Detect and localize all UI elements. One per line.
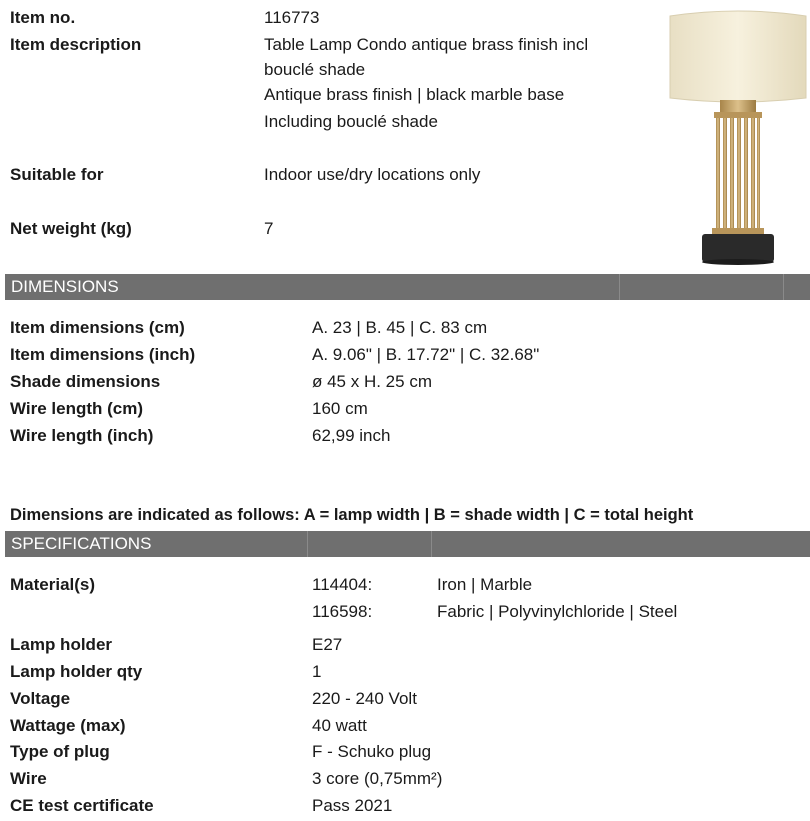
material-value-0: Iron | Marble bbox=[437, 575, 533, 594]
specifications-section-title: SPECIFICATIONS bbox=[11, 534, 152, 553]
lamp-neck-shape bbox=[720, 100, 756, 114]
dimension-value-2: ø 45 x H. 25 cm bbox=[312, 372, 432, 391]
material-label: Material(s) bbox=[10, 575, 96, 594]
spec-value-6: Pass 2021 bbox=[312, 796, 393, 815]
dimension-label-4: Wire length (inch) bbox=[10, 426, 154, 445]
dimension-label-2: Shade dimensions bbox=[10, 372, 161, 391]
specifications-section-bar bbox=[5, 531, 810, 557]
spec-value-2: 220 - 240 Volt bbox=[312, 689, 417, 708]
lamp-collar-bottom bbox=[712, 228, 764, 234]
spec-value-4: F - Schuko plug bbox=[312, 742, 432, 761]
material-code-0: 114404: bbox=[312, 575, 373, 594]
net-weight-label: Net weight (kg) bbox=[10, 219, 132, 238]
item-no-label: Item no. bbox=[10, 8, 76, 27]
item-description-line-4: Including bouclé shade bbox=[264, 112, 438, 131]
spec-label-3: Wattage (max) bbox=[10, 716, 126, 735]
spec-value-0: E27 bbox=[312, 635, 343, 654]
dimension-label-3: Wire length (cm) bbox=[10, 399, 144, 418]
dimension-value-4: 62,99 inch bbox=[312, 426, 391, 445]
spec-label-1: Lamp holder qty bbox=[10, 662, 143, 681]
lamp-collar-top bbox=[714, 112, 762, 118]
lamp-shade-shape bbox=[670, 11, 806, 102]
item-description-line-3: Antique brass finish | black marble base bbox=[264, 85, 565, 104]
item-description-line-1: Table Lamp Condo antique brass finish incl bbox=[264, 35, 589, 54]
lamp-columns bbox=[716, 118, 760, 230]
spec-value-1: 1 bbox=[312, 662, 322, 681]
spec-label-4: Type of plug bbox=[10, 742, 110, 761]
dimension-label-0: Item dimensions (cm) bbox=[10, 318, 185, 337]
dimension-value-0: A. 23 | B. 45 | C. 83 cm bbox=[312, 318, 488, 337]
spec-value-5: 3 core (0,75mm²) bbox=[312, 769, 443, 788]
dimensions-note: Dimensions are indicated as follows: A = lamp width | B = shade width | C = total height bbox=[10, 506, 694, 524]
item-description-label: Item description bbox=[10, 35, 142, 54]
spec-label-5: Wire bbox=[10, 769, 47, 788]
item-description-line-2: bouclé shade bbox=[264, 60, 366, 79]
material-value-1: Fabric | Polyvinylchloride | Steel bbox=[437, 602, 678, 621]
net-weight-value: 7 bbox=[264, 219, 274, 238]
material-code-1: 116598: bbox=[312, 602, 373, 621]
product-image-lamp bbox=[668, 6, 808, 268]
spec-label-2: Voltage bbox=[10, 689, 71, 708]
suitable-for-label: Suitable for bbox=[10, 165, 104, 184]
spec-label-6: CE test certificate bbox=[10, 796, 154, 815]
spec-value-3: 40 watt bbox=[312, 716, 367, 735]
dimension-label-1: Item dimensions (inch) bbox=[10, 345, 196, 364]
dimension-value-3: 160 cm bbox=[312, 399, 368, 418]
dimension-value-1: A. 9.06" | B. 17.72" | C. 32.68" bbox=[312, 345, 540, 364]
dimensions-section-bar bbox=[5, 274, 810, 300]
spec-label-0: Lamp holder bbox=[10, 635, 113, 654]
lamp-base-shape bbox=[702, 234, 774, 262]
item-no-value: 116773 bbox=[264, 8, 320, 27]
dimensions-section-title: DIMENSIONS bbox=[11, 277, 119, 296]
suitable-for-value: Indoor use/dry locations only bbox=[264, 165, 481, 184]
